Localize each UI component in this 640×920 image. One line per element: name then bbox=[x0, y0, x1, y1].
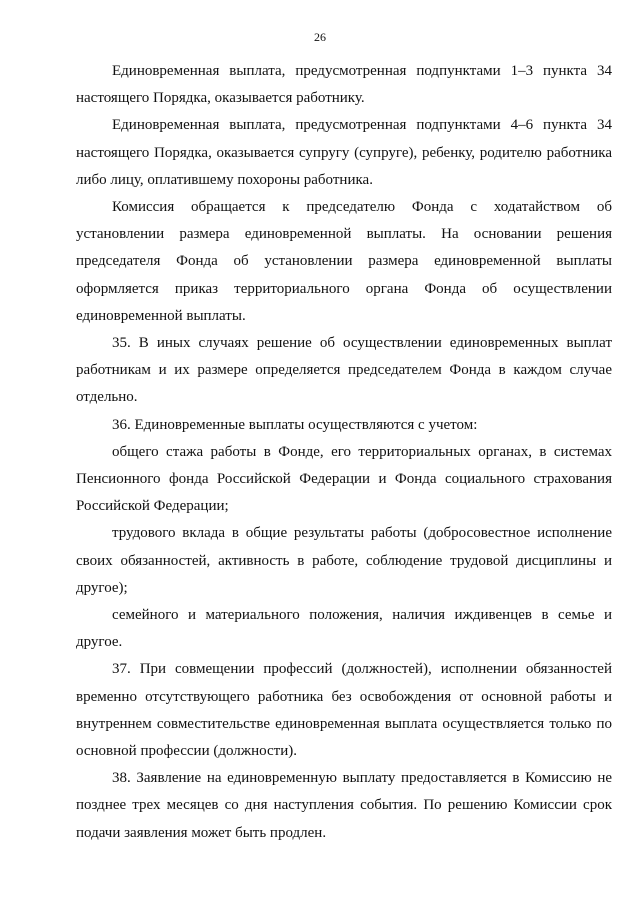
paragraph-item-38: 38. Заявление на единовременную выплату предоставляется в Комиссию не позднее трех месяцев со дня наступления события. По решению Комиссии срок подачи заявления может быть продлен. bbox=[76, 770, 612, 841]
paragraph-item-37: 37. При совмещении профессий (должностей), исполнении обязанностей временно отсутствующего работника без освобождения от основной работы и внутреннем совместительстве единовременная выплата осуществляется только по основной профессии (должности). bbox=[76, 661, 612, 760]
paragraph-payment-to-worker: Единовременная выплата, предусмотренная подпунктами 1–3 пункта 34 настоящего Порядка, оказывается работнику. bbox=[76, 63, 612, 107]
paragraph-work-experience: общего стажа работы в Фонде, его территориальных органах, в системах Пенсионного фонда Российской Федерации и Фонда социального страхования Российской Федерации; bbox=[76, 443, 612, 515]
paragraph-payment-to-relatives: Единовременная выплата, предусмотренная подпунктами 4–6 пункта 34 настоящего Порядка, оказывается супругу (супруге), ребенку, родителю работника либо лицу, оплатившему похороны работника. bbox=[76, 117, 612, 188]
paragraph-labor-contribution: трудового вклада в общие результаты работы (добросовестное исполнение своих обязанностей, активность в работе, соблюдение трудовой дисциплины и другое); bbox=[76, 525, 612, 596]
paragraph-commission-petition: Комиссия обращается к председателю Фонда с ходатайством об установлении размера единовременной выплаты. На основании решения председателя Фонда об установлении размера единовременной выплаты оформляется приказ территориального органа Фонда об осуществлении единовременной выплаты. bbox=[76, 199, 612, 324]
document-body bbox=[76, 58, 612, 847]
paragraph-item-36: 36. Единовременные выплаты осуществляются с учетом: bbox=[112, 416, 478, 433]
paragraph-item-35: 35. В иных случаях решение об осуществлении единовременных выплат работникам и их размере определяется председателем Фонда в каждом случае отдельно. bbox=[76, 335, 612, 406]
page-number: 26 bbox=[314, 30, 326, 44]
paragraph-family-status: семейного и материального положения, наличия иждивенцев в семье и другое. bbox=[76, 607, 612, 651]
